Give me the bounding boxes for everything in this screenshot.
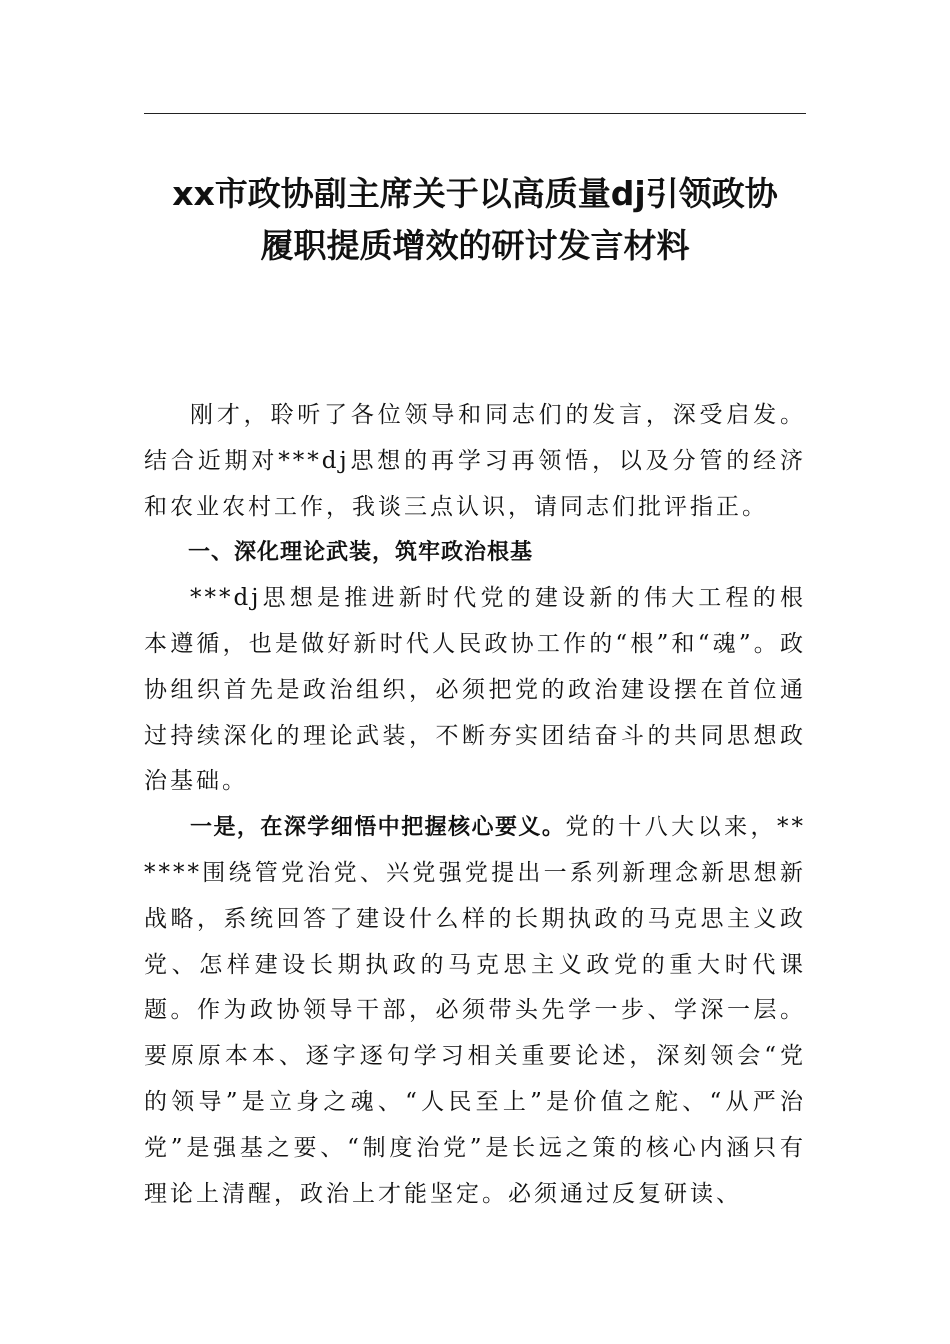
title-line-1: xx市政协副主席关于以高质量dj引领政协 [172, 174, 778, 213]
intro-paragraph: 刚才，聆听了各位领导和同志们的发言，深受启发。结合近期对***dj思想的再学习再领悟，以及分管的经济和农业农村工作，我谈三点认识，请同志们批评指正。 [144, 402, 806, 520]
point-1-text: 党的十八大以来，******围绕管党治党、兴党强党提出一系列新理念新思想新战略，系统回答了建设什么样的长期执政的马克思主义政党、怎样建设长期执政的马克思主义政党的重大时代课题。作为政协领导干部，必须带头先学一步、学深一层。要原原本本、逐字逐句学习相关重要论述，深刻领会“党的领导”是立身之魂、“人民至上”是价值之舵、“从严治党”是强基之要、“制度治党”是长远之策的核心内涵只有理论上清醒，政治上才能坚定。必须通过反复研读、 [144, 814, 806, 1207]
title-line-2: 履职提质增效的研讨发言材料 [260, 226, 690, 265]
point-1-paragraph [144, 805, 806, 1217]
header-rule [144, 113, 806, 114]
section-1-heading: 一、深化理论武装，筑牢政治根基 [188, 540, 534, 566]
section-1-paragraph: ***dj思想是推进新时代党的建设新的伟大工程的根本遵循，也是做好新时代人民政协工作的“根”和“魂”。政协组织首先是政治组织，必须把党的政治建设摆在首位通过持续深化的理论武装，不断夯实团结奋斗的共同思想政治基础。 [144, 585, 806, 795]
point-1-lead: 一是，在深学细悟中把握核心要义。 [190, 815, 566, 841]
document-title [144, 168, 806, 272]
document-body [144, 393, 806, 1217]
